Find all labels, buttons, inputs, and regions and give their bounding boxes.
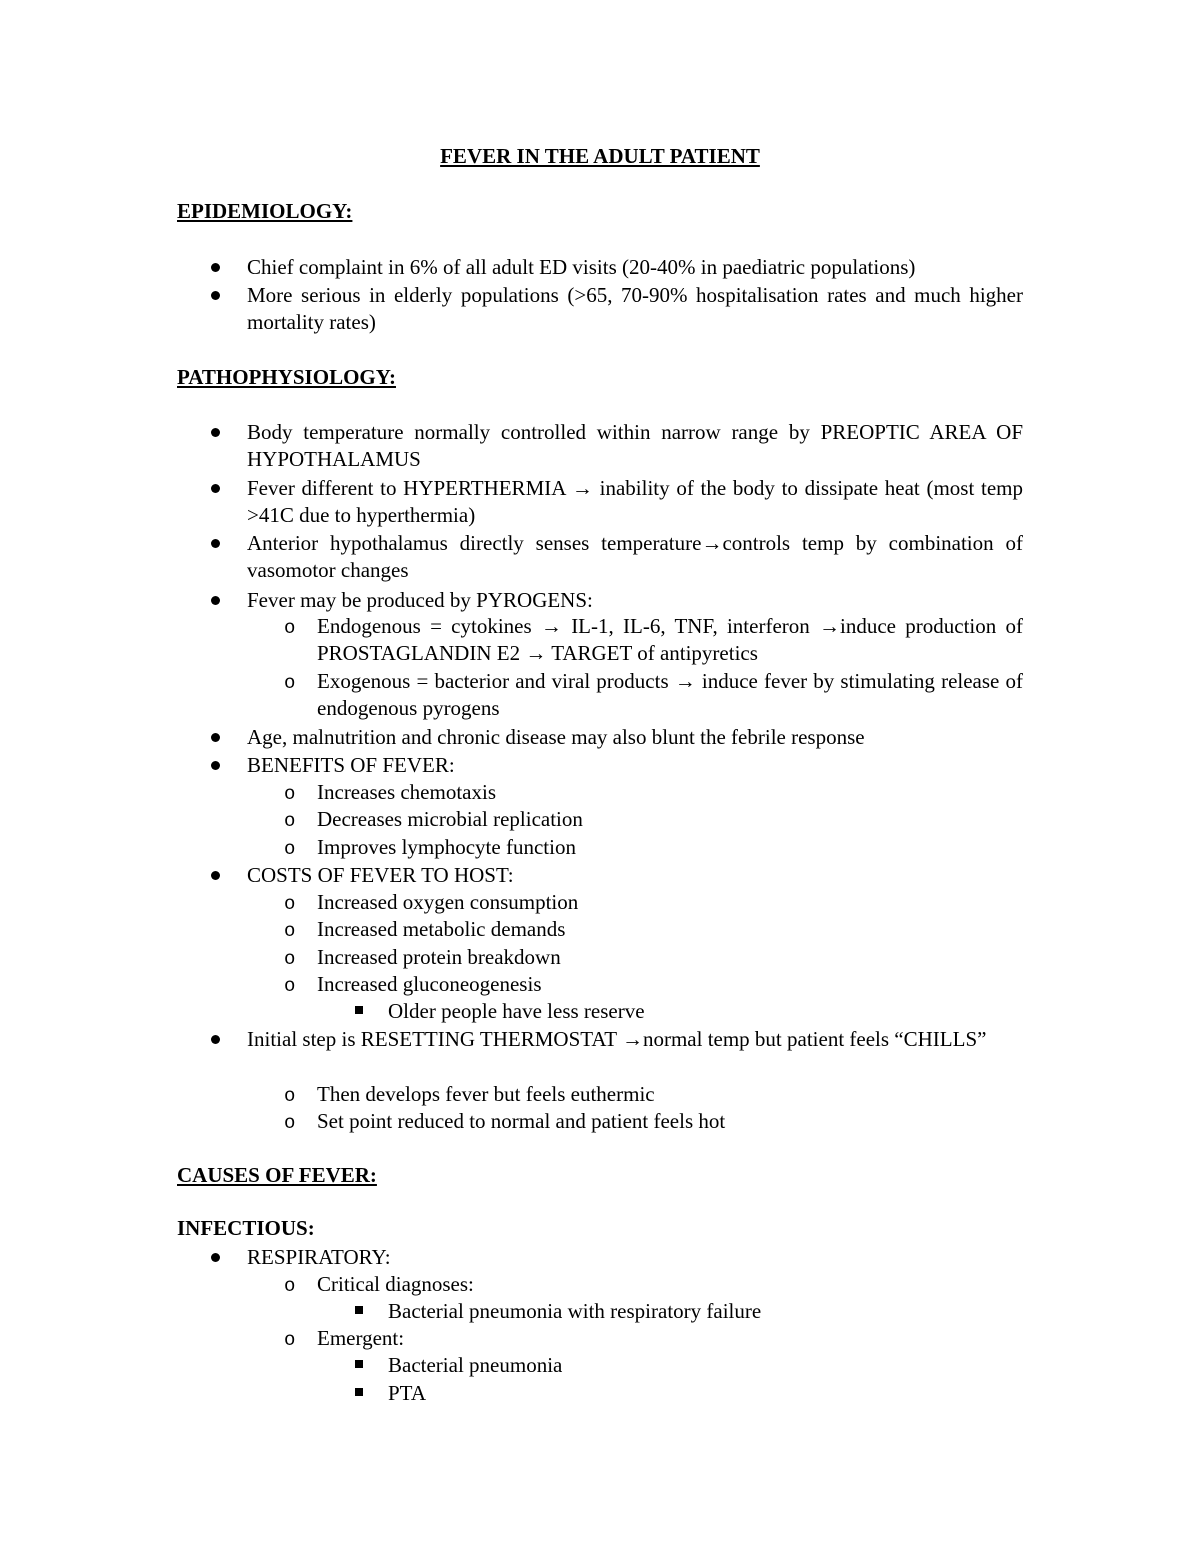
heading-epidemiology: EPIDEMIOLOGY: xyxy=(177,199,353,223)
bullet-circle-icon xyxy=(284,889,295,918)
bullet-circle-icon xyxy=(284,1271,295,1300)
bullet-circle-icon xyxy=(284,668,295,697)
bullet-disc-icon xyxy=(211,752,220,779)
bullet-circle-icon xyxy=(284,1108,295,1137)
list-item: Critical diagnoses: xyxy=(317,1272,474,1296)
list-item: PTA xyxy=(388,1381,426,1405)
bullet-circle-icon xyxy=(284,779,295,808)
document-title: FEVER IN THE ADULT PATIENT xyxy=(440,144,760,168)
heading-infectious: INFECTIOUS: xyxy=(177,1216,315,1240)
list-item: Body temperature normally controlled within narrow range by PREOPTIC AREA OF HYPOTHALAMUS xyxy=(247,420,1023,471)
bullet-circle-icon xyxy=(284,806,295,835)
list-item: BENEFITS OF FEVER: xyxy=(247,753,455,777)
list-item: Bacterial pneumonia xyxy=(388,1353,563,1377)
list-item: RESPIRATORY: xyxy=(247,1245,391,1269)
bullet-disc-icon xyxy=(211,862,220,889)
bullet-disc-icon xyxy=(211,587,220,614)
bullet-circle-icon xyxy=(284,1081,295,1110)
list-item: Older people have less reserve xyxy=(388,999,645,1023)
bullet-disc-icon xyxy=(211,282,220,309)
list-item: Age, malnutrition and chronic disease may also blunt the febrile response xyxy=(247,725,865,749)
bullet-circle-icon xyxy=(284,613,295,642)
bullet-circle-icon xyxy=(284,834,295,863)
bullet-circle-icon xyxy=(284,971,295,1000)
list-item: Initial step is RESETTING THERMOSTAT →normal temp but patient feels “CHILLS” xyxy=(247,1027,987,1051)
bullet-circle-icon xyxy=(284,944,295,973)
bullet-circle-icon xyxy=(284,916,295,945)
list-item: Fever different to HYPERTHERMIA → inability of the body to dissipate heat (most temp >41C due to hyperthermia) xyxy=(247,476,1023,527)
list-item: Increased metabolic demands xyxy=(317,917,566,941)
bullet-circle-icon xyxy=(284,1325,295,1354)
bullet-disc-icon xyxy=(211,475,220,502)
bullet-square-icon xyxy=(355,998,363,1025)
list-item: Increased gluconeogenesis xyxy=(317,972,542,996)
list-item: Exogenous = bacterior and viral products → induce fever by stimulating release of endogenous pyrogens xyxy=(317,669,1023,720)
list-item: COSTS OF FEVER TO HOST: xyxy=(247,863,514,887)
list-item: Emergent: xyxy=(317,1326,405,1350)
list-item: Fever may be produced by PYROGENS: xyxy=(247,588,593,612)
list-item: Endogenous = cytokines → IL-1, IL-6, TNF, interferon →induce production of PROSTAGLANDIN E2 → TARGET of antipyretics xyxy=(317,614,1023,665)
list-item: Increases chemotaxis xyxy=(317,780,497,804)
heading-causes-of-fever: CAUSES OF FEVER: xyxy=(177,1163,377,1187)
bullet-disc-icon xyxy=(211,254,220,281)
bullet-square-icon xyxy=(355,1352,363,1379)
list-item: Anterior hypothalamus directly senses temperature→controls temp by combination of vasomotor changes xyxy=(247,531,1023,582)
bullet-disc-icon xyxy=(211,530,220,557)
list-item: Bacterial pneumonia with respiratory failure xyxy=(388,1299,762,1323)
bullet-disc-icon xyxy=(211,1244,220,1271)
list-item: Then develops fever but feels euthermic xyxy=(317,1082,655,1106)
list-item: Improves lymphocyte function xyxy=(317,835,576,859)
bullet-square-icon xyxy=(355,1380,363,1407)
list-item: Increased protein breakdown xyxy=(317,945,561,969)
list-item: More serious in elderly populations (>65, 70-90% hospitalisation rates and much higher mortality rates) xyxy=(247,283,1023,334)
heading-pathophysiology: PATHOPHYSIOLOGY: xyxy=(177,365,396,389)
bullet-disc-icon xyxy=(211,419,220,446)
list-item: Increased oxygen consumption xyxy=(317,890,579,914)
list-item: Decreases microbial replication xyxy=(317,807,583,831)
bullet-square-icon xyxy=(355,1298,363,1325)
bullet-disc-icon xyxy=(211,724,220,751)
list-item: Chief complaint in 6% of all adult ED visits (20-40% in paediatric populations) xyxy=(247,255,916,279)
bullet-disc-icon xyxy=(211,1026,220,1053)
list-item: Set point reduced to normal and patient feels hot xyxy=(317,1109,726,1133)
